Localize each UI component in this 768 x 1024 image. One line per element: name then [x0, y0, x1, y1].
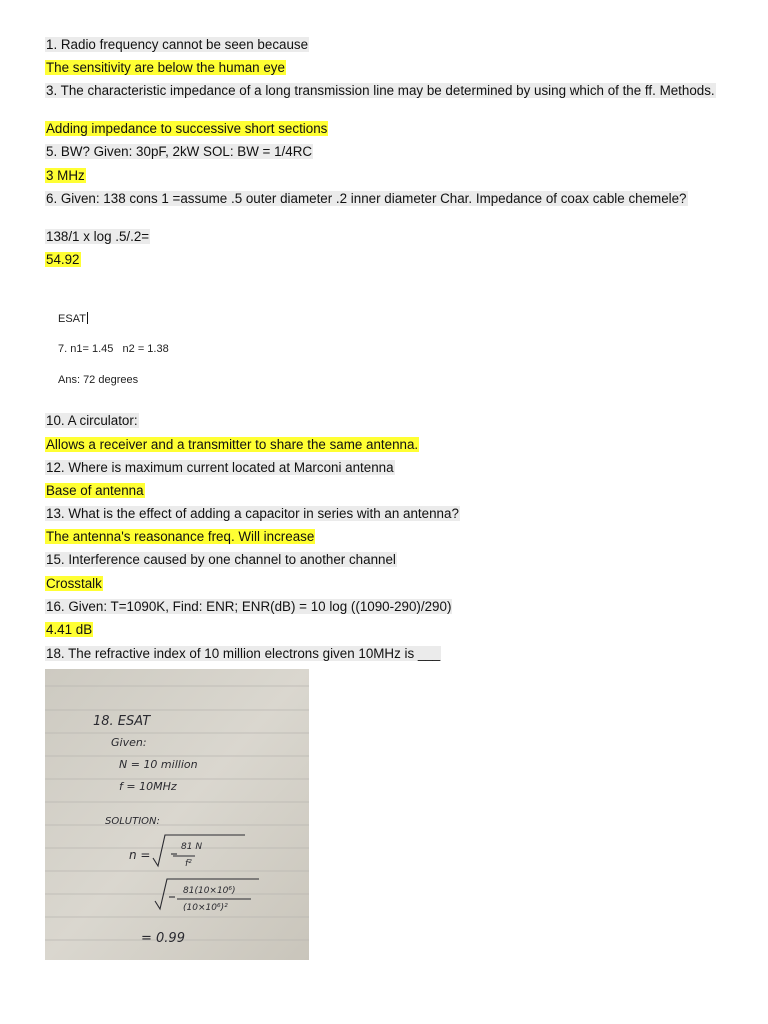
- hw-radical2-denominator: (10×10⁶)²: [183, 903, 228, 913]
- answer-10: Allows a receiver and a transmitter to share the same antenna.: [46, 437, 419, 452]
- answer-15: Crosstalk: [46, 576, 102, 591]
- hw-n-equals: n =: [129, 848, 151, 862]
- question-12: 12. Where is maximum current located at Marconi antenna: [46, 460, 394, 475]
- hw-heading: 18. ESAT: [93, 714, 151, 729]
- question-1: 1. Radio frequency cannot be seen because: [46, 37, 309, 52]
- question-15: 15. Interference caused by one channel to another channel: [46, 552, 396, 567]
- hw-n-line: N = 10 million: [119, 758, 198, 771]
- question-13: 13. What is the effect of adding a capacitor in series with an antenna?: [46, 506, 459, 521]
- notebook-paper: [45, 669, 309, 960]
- hw-f-line: f = 10MHz: [119, 780, 177, 793]
- esat-question-7: 7. n1= 1.45 n2 = 1.38: [58, 343, 169, 355]
- answer-16: 4.41 dB: [46, 622, 93, 637]
- answer-13: The antenna's reasonance freq. Will increase: [46, 529, 315, 544]
- answer-12: Base of antenna: [46, 483, 144, 498]
- text-cursor: [87, 312, 88, 324]
- question-10: 10. A circulator:: [46, 413, 138, 428]
- hw-result: = 0.99: [141, 931, 185, 946]
- question-16: 16. Given: T=1090K, Find: ENR; ENR(dB) = 10 log ((1090-290)/290): [46, 599, 452, 614]
- hw-given: Given:: [111, 736, 147, 749]
- esat-answer-7: Ans: 72 degrees: [58, 374, 139, 386]
- question-18: 18. The refractive index of 10 million electrons given 10MHz is ___: [46, 646, 441, 661]
- esat-title: ESAT: [58, 313, 86, 325]
- answer-5: 3 MHz: [46, 168, 85, 183]
- question-6: 6. Given: 138 cons 1 =assume .5 outer diameter .2 inner diameter Char. Impedance of coax cable chemele?: [46, 191, 687, 206]
- hw-radical1-denominator: f²: [185, 859, 192, 869]
- hw-radical1-numerator: 81 N: [181, 842, 203, 852]
- handwritten-solution-photo: [45, 669, 309, 960]
- answer-6: 54.92: [46, 252, 80, 267]
- hw-solution: SOLUTION:: [105, 816, 160, 827]
- question-5: 5. BW? Given: 30pF, 2kW SOL: BW = 1/4RC: [46, 144, 313, 159]
- question-3: 3. The characteristic impedance of a long transmission line may be determined by using which of the ff. Methods.: [46, 83, 715, 98]
- answer-3: Adding impedance to successive short sections: [46, 121, 328, 136]
- solution-6: 138/1 x log .5/.2=: [46, 229, 150, 244]
- answer-1: The sensitivity are below the human eye: [46, 60, 285, 75]
- hw-radical2-numerator: 81(10×10⁶): [183, 886, 236, 896]
